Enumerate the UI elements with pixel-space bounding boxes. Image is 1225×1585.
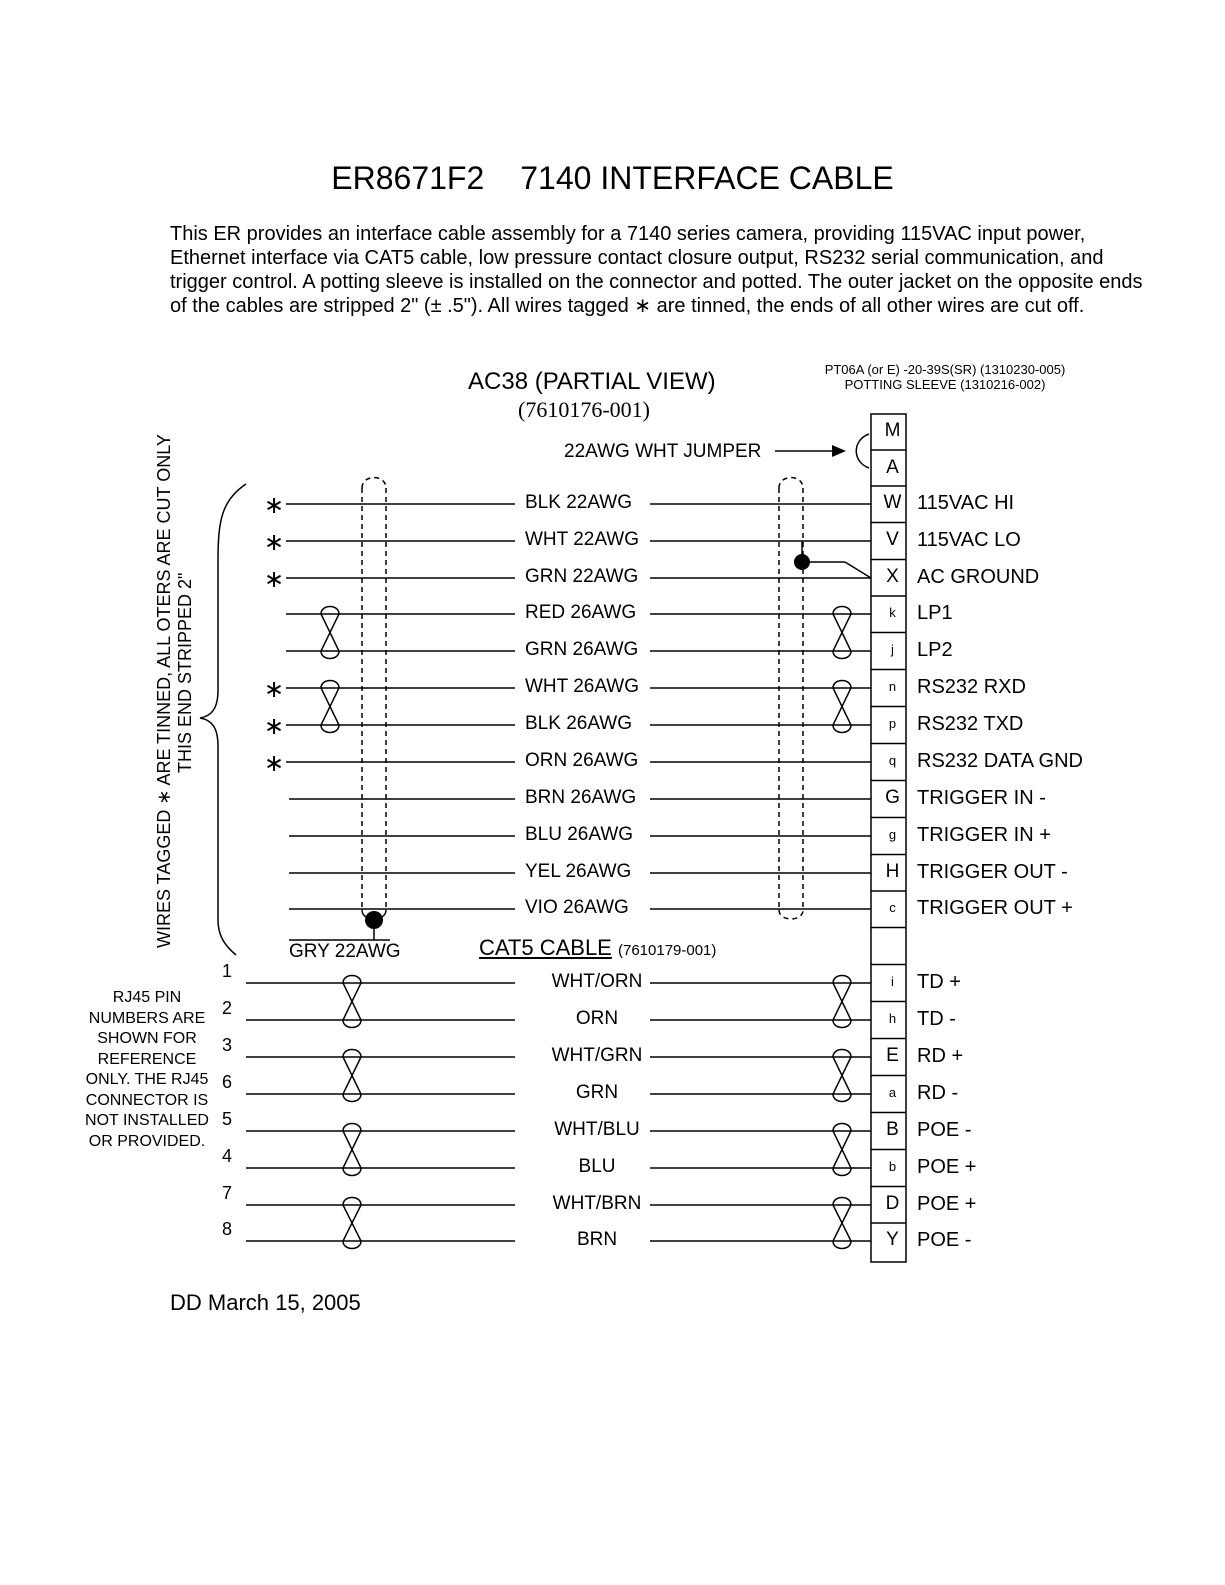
cat5-label-B: WHT/BLU: [554, 1119, 640, 1140]
rj45-pin-7: 7: [222, 1183, 233, 1203]
cat5-part-number: (7610179-001): [617, 942, 717, 959]
tinned-marker-W: ∗: [264, 492, 285, 519]
footer-date: DD March 15, 2005: [170, 1290, 361, 1315]
function-H: TRIGGER OUT -: [917, 861, 1068, 883]
wire-label-W: BLK 22AWG: [525, 492, 633, 513]
function-cat5-a: RD -: [917, 1082, 959, 1104]
rj45-pin-4: 4: [222, 1146, 233, 1166]
tinned-marker-V: ∗: [264, 529, 285, 556]
function-X: AC GROUND: [917, 566, 1040, 588]
function-W: 115VAC HI: [917, 492, 1015, 514]
rj45-note: RJ45 PIN NUMBERS ARE SHOWN FOR REFERENCE ONLY. THE RJ45 CONNECTOR IS NOT INSTALLED OR PROVIDED.: [85, 989, 209, 1150]
wire-label-k: RED 26AWG: [525, 602, 637, 623]
wire-label-V: WHT 22AWG: [525, 529, 640, 550]
connector-part: PT06A (or E) -20-39S(SR) (1310230-005): [824, 362, 1066, 377]
intro-paragraph: This ER provides an interface cable assembly for a 7140 series camera, providing 115VAC input power, Ethernet interface via CAT5 cable, low pressure contact closure output, RS232 serial communication, and trigger control. A potting sleeve is installed on the connector and potted. The outer jacket on the opposite ends of the cables are stripped 2" (± .5"). All wires tagged ∗ are tinned, the ends of all other wires are cut off.: [170, 223, 1143, 317]
rj45-pin-1: 1: [222, 961, 233, 981]
pin-g: g: [888, 827, 897, 842]
function-cat5-E: RD +: [917, 1045, 964, 1067]
rj45-pin-3: 3: [222, 1035, 233, 1055]
tinned-marker-p: ∗: [264, 713, 285, 740]
cat5-label-Y: BRN: [576, 1229, 618, 1250]
pin-Y: Y: [886, 1229, 899, 1250]
pin-q: q: [888, 753, 897, 768]
pin-jumper-M: M: [884, 420, 901, 441]
wire-label-c: VIO 26AWG: [525, 897, 629, 918]
rj45-pin-6: 6: [222, 1072, 233, 1092]
function-cat5-h: TD -: [917, 1008, 956, 1030]
pin-jumper-A: A: [886, 457, 899, 478]
pin-h: h: [888, 1011, 897, 1026]
wire-label-g: BLU 26AWG: [525, 824, 634, 845]
side-note-line1: WIRES TAGGED ∗ ARE TINNED, ALL OTERS ARE CUT ONLY: [154, 434, 174, 948]
pin-E: E: [886, 1045, 899, 1066]
cat5-label-h: ORN: [575, 1008, 619, 1029]
wire-label-j: GRN 26AWG: [525, 639, 639, 660]
pin-c: c: [889, 900, 896, 915]
function-cat5-b: POE +: [917, 1156, 977, 1178]
jumper-label: 22AWG WHT JUMPER: [564, 441, 762, 462]
pin-n: n: [888, 679, 897, 694]
potting-sleeve: POTTING SLEEVE (1310216-002): [844, 377, 1046, 392]
drain-wire-label: GRY 22AWG: [289, 941, 401, 962]
wire-label-n: WHT 26AWG: [525, 676, 640, 697]
pin-a: a: [888, 1085, 897, 1100]
ac38-title: AC38 (PARTIAL VIEW): [468, 368, 716, 395]
function-p: RS232 TXD: [917, 713, 1024, 735]
pin-B: B: [886, 1119, 899, 1140]
shield-left-top: [362, 478, 386, 489]
function-g: TRIGGER IN +: [917, 824, 1051, 846]
cat5-label-E: WHT/GRN: [551, 1045, 643, 1066]
rj45-pin-8: 8: [222, 1219, 233, 1239]
function-V: 115VAC LO: [917, 529, 1021, 551]
ground-link-diag: [845, 562, 871, 578]
pin-b: b: [888, 1159, 897, 1174]
connector-body: [871, 414, 906, 1262]
pin-k: k: [889, 605, 896, 620]
brace: [200, 484, 246, 955]
cat5-label-a: GRN: [575, 1082, 619, 1103]
function-j: LP2: [917, 639, 953, 661]
rj45-pin-5: 5: [222, 1109, 233, 1129]
cat5-title: CAT5 CABLE: [479, 935, 612, 960]
shield-right-top: [779, 478, 803, 489]
pin-j: j: [891, 642, 894, 657]
wire-label-H: YEL 26AWG: [525, 861, 632, 882]
function-cat5-Y: POE -: [917, 1229, 972, 1251]
cat5-label-D: WHT/BRN: [552, 1193, 642, 1214]
title-text: 7140 INTERFACE CABLE: [520, 160, 894, 196]
tinned-marker-q: ∗: [264, 750, 285, 777]
pin-X: X: [886, 566, 899, 587]
function-n: RS232 RXD: [917, 676, 1026, 698]
rj45-pin-2: 2: [222, 998, 233, 1018]
wire-label-G: BRN 26AWG: [525, 787, 637, 808]
title-code: ER8671F2: [331, 160, 485, 196]
function-k: LP1: [917, 602, 953, 624]
pin-G: G: [885, 787, 900, 808]
pin-H: H: [885, 861, 900, 882]
pin-V: V: [886, 529, 899, 550]
function-c: TRIGGER OUT +: [917, 897, 1073, 919]
function-q: RS232 DATA GND: [917, 750, 1083, 772]
jumper-loop: [856, 434, 869, 468]
wire-label-X: GRN 22AWG: [525, 566, 639, 587]
function-G: TRIGGER IN -: [917, 787, 1046, 809]
cat5-label-b: BLU: [578, 1156, 616, 1177]
pin-p: p: [888, 716, 897, 731]
pin-D: D: [885, 1193, 900, 1214]
function-cat5-D: POE +: [917, 1193, 977, 1215]
shield-right-bottom: [779, 910, 803, 919]
function-cat5-i: TD +: [917, 971, 961, 993]
jumper-arrow-head: [832, 445, 846, 457]
tinned-marker-X: ∗: [264, 566, 285, 593]
wire-label-p: BLK 26AWG: [525, 713, 633, 734]
wire-label-q: ORN 26AWG: [525, 750, 639, 771]
cat5-label-i: WHT/ORN: [551, 971, 643, 992]
tinned-marker-n: ∗: [264, 676, 285, 703]
pin-i: i: [891, 974, 894, 989]
function-cat5-B: POE -: [917, 1119, 972, 1141]
pin-W: W: [883, 492, 902, 513]
ac38-part-number: (7610176-001): [518, 397, 650, 422]
side-note-line2: THIS END STRIPPED 2": [175, 572, 195, 773]
